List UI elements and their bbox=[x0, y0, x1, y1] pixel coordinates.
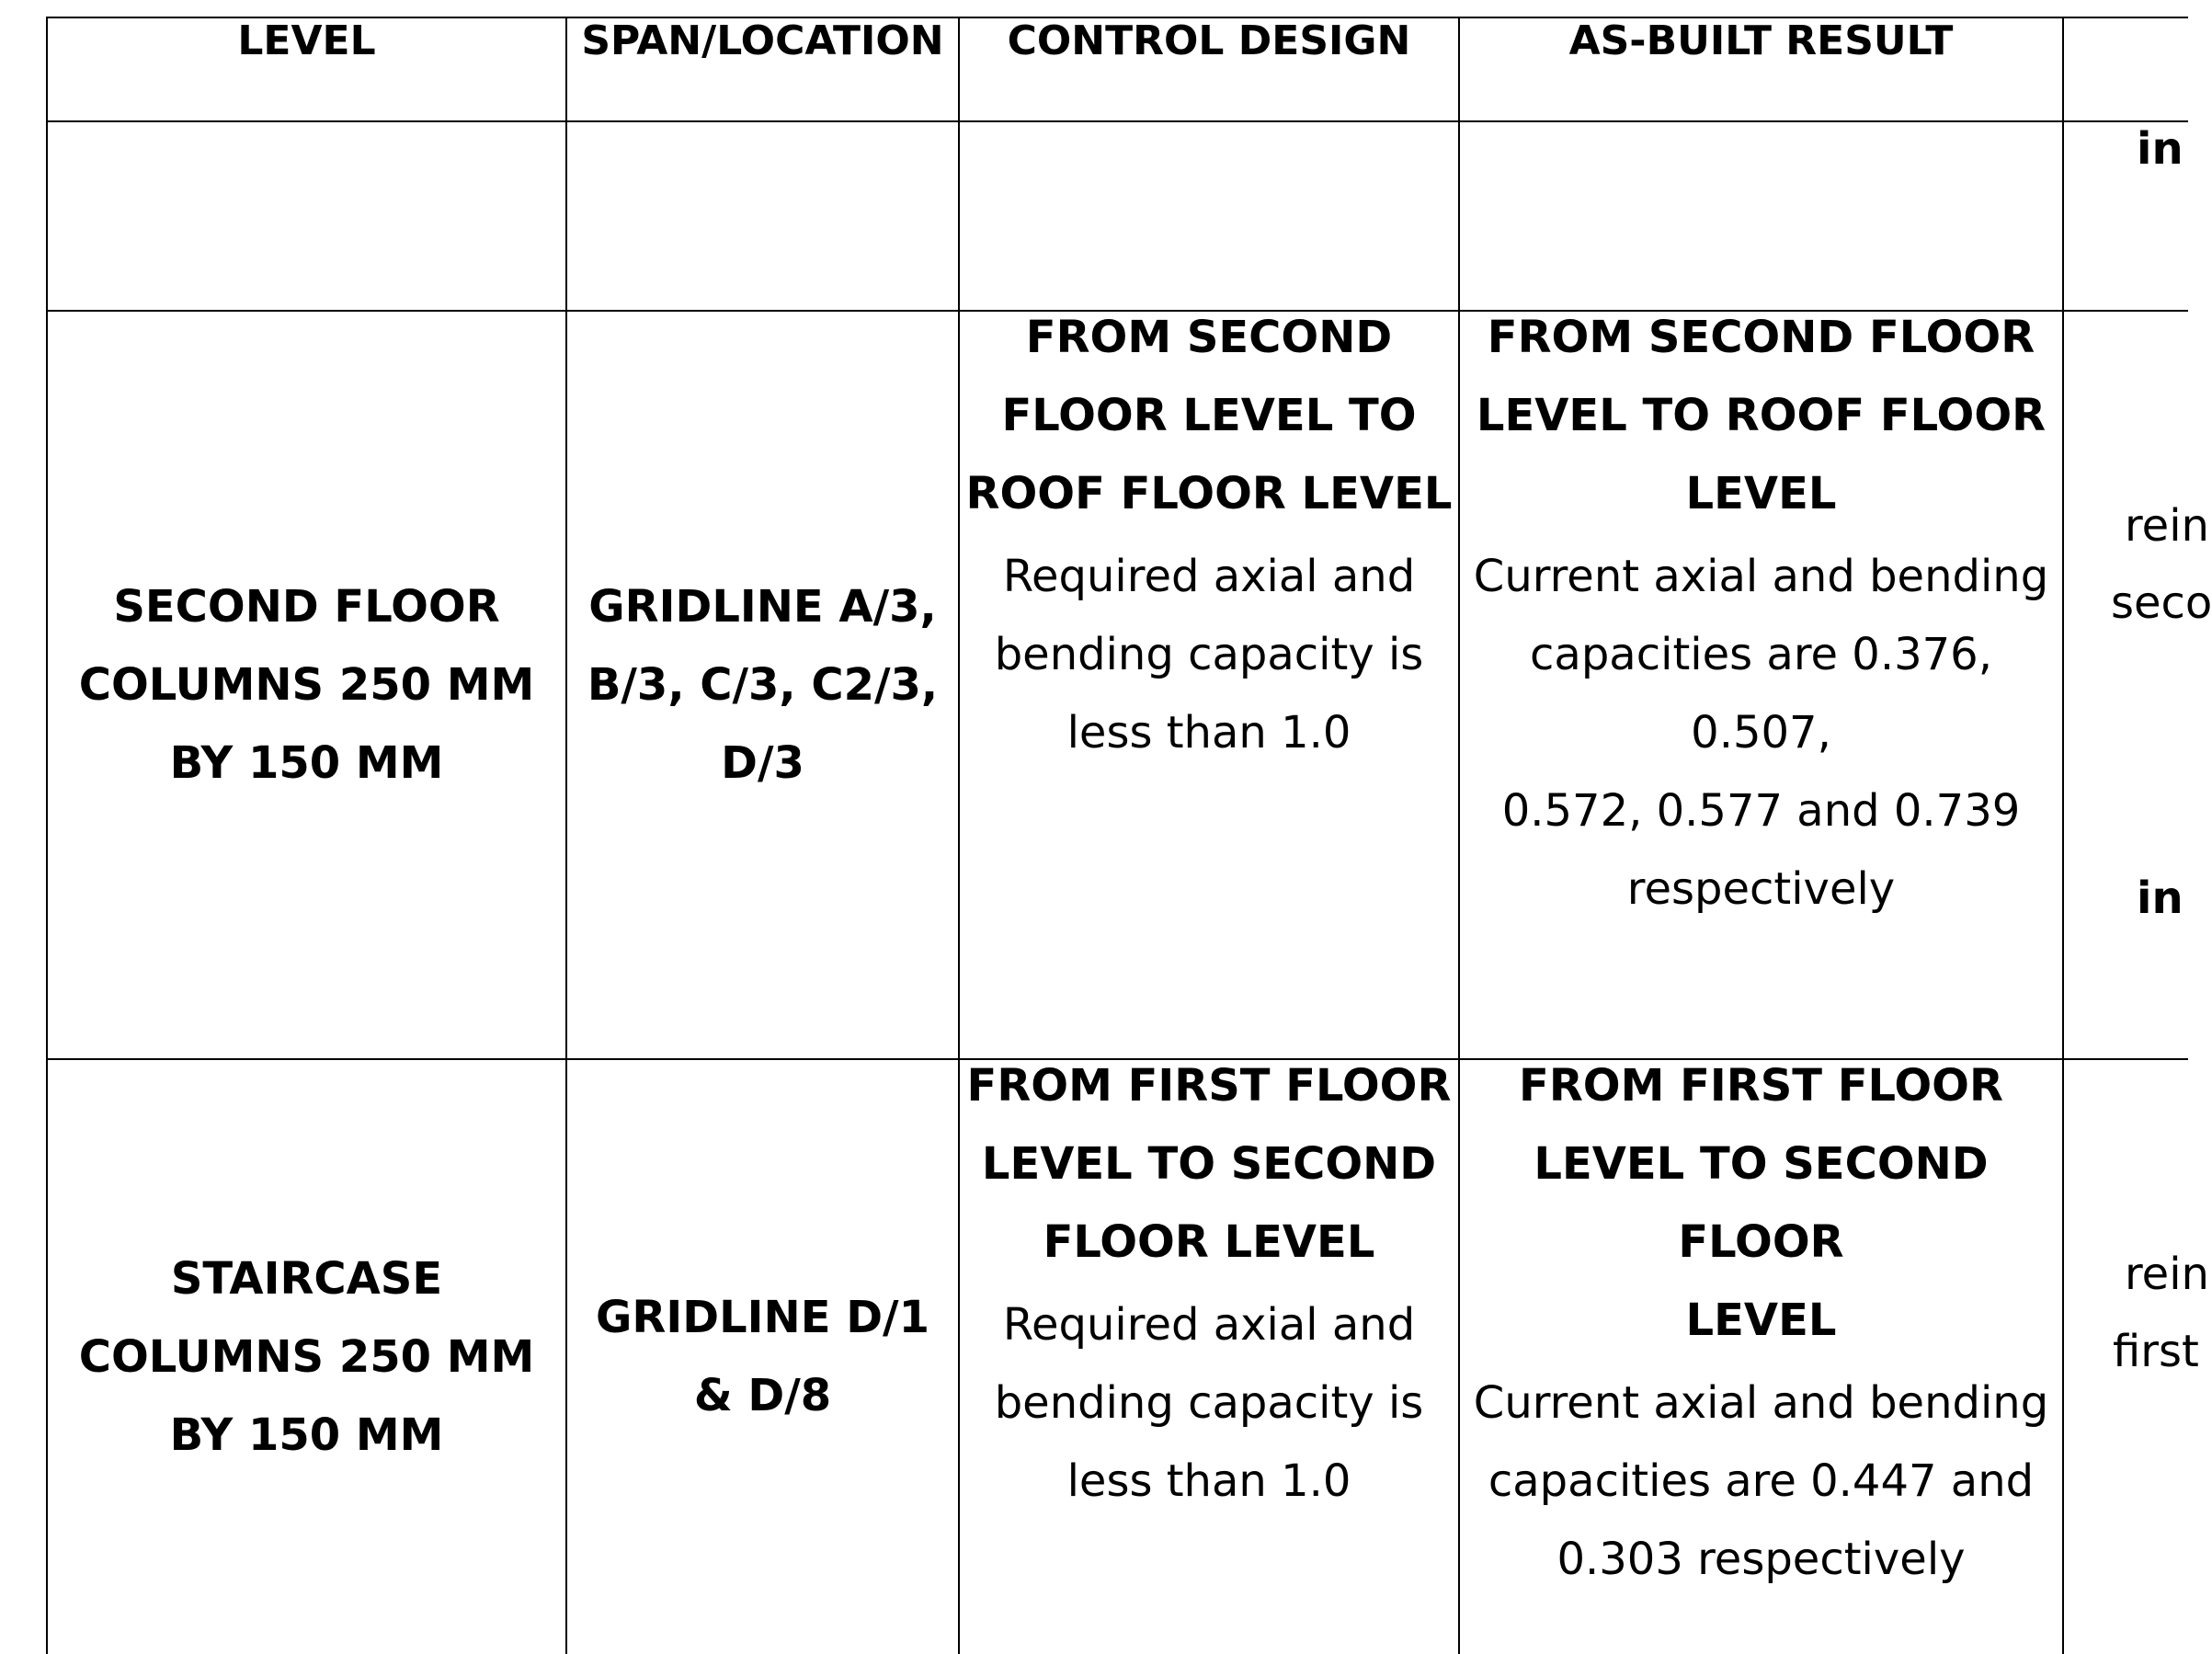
location-line: & D/8 bbox=[693, 1370, 832, 1421]
location-line: GRIDLINE A/3, bbox=[588, 580, 937, 633]
control-text-line: less than 1.0 bbox=[1066, 1455, 1351, 1507]
header-control-design bbox=[960, 18, 1458, 120]
control-design-cell bbox=[960, 1047, 1458, 1654]
header-control-design-text: CONTROL DESIGN bbox=[1007, 17, 1411, 64]
control-heading-line: LEVEL TO SECOND bbox=[981, 1138, 1437, 1190]
header-level bbox=[48, 18, 565, 120]
partial-cell-text: in bbox=[2137, 873, 2183, 924]
control-text-line: Required axial and bbox=[1002, 1299, 1416, 1351]
level-line: BY 150 MM bbox=[169, 736, 444, 789]
control-text-line: less than 1.0 bbox=[1066, 707, 1351, 759]
level-line: STAIRCASE bbox=[170, 1252, 443, 1305]
location-line: B/3, C/3, C2/3, bbox=[587, 658, 939, 711]
control-design-cell bbox=[960, 299, 1458, 1058]
partial-cell-text: rein bbox=[2125, 1249, 2209, 1300]
level-line: BY 150 MM bbox=[169, 1409, 444, 1461]
asbuilt-text-line: 0.572, 0.577 and 0.739 bbox=[1501, 785, 2021, 837]
location-line: D/3 bbox=[721, 736, 804, 789]
column-divider-4 bbox=[2062, 17, 2064, 1654]
control-heading-line: FROM SECOND bbox=[1025, 312, 1393, 363]
level-line: SECOND FLOOR bbox=[113, 580, 500, 633]
level-line: COLUMNS 250 MM bbox=[78, 658, 535, 711]
as-built-cell bbox=[1460, 299, 2062, 1058]
partial-cell-text: rein bbox=[2125, 500, 2209, 552]
asbuilt-text-line: Current axial and bending bbox=[1473, 551, 2049, 602]
asbuilt-text-line: respectively bbox=[1626, 863, 1896, 915]
header-as-built-result bbox=[1460, 18, 2062, 120]
header-span-location bbox=[567, 18, 958, 120]
row-divider-header bbox=[46, 120, 2188, 122]
level-line: COLUMNS 250 MM bbox=[78, 1330, 535, 1383]
partial-cell-text: seco bbox=[2111, 577, 2212, 629]
location-cell bbox=[567, 312, 958, 1058]
asbuilt-heading-line: LEVEL TO SECOND FLOOR bbox=[1534, 1138, 1989, 1268]
control-text-line: bending capacity is bbox=[994, 629, 1424, 680]
control-heading-line: FROM FIRST FLOOR bbox=[966, 1060, 1452, 1112]
location-cell bbox=[567, 1060, 958, 1654]
asbuilt-text-line: capacities are 0.376, 0.507, bbox=[1530, 629, 1992, 759]
control-heading-line: FLOOR LEVEL TO bbox=[1001, 390, 1417, 441]
partial-cell-text: first bbox=[2113, 1326, 2199, 1377]
as-built-cell bbox=[1460, 1047, 2062, 1654]
asbuilt-heading-line: LEVEL bbox=[1685, 468, 1837, 519]
location-line: GRIDLINE D/1 bbox=[596, 1292, 929, 1343]
control-heading-line: FLOOR LEVEL bbox=[1043, 1216, 1375, 1268]
asbuilt-text-line: 0.303 respectively bbox=[1556, 1534, 1966, 1585]
asbuilt-text-line: Current axial and bending bbox=[1473, 1377, 2049, 1429]
header-level-text: LEVEL bbox=[237, 17, 376, 64]
header-span-location-text: SPAN/LOCATION bbox=[581, 17, 944, 64]
partial-cell-text: in bbox=[2137, 123, 2183, 175]
asbuilt-text-line: capacities are 0.447 and bbox=[1488, 1455, 2035, 1507]
level-cell bbox=[48, 1060, 565, 1654]
control-heading-line: ROOF FLOOR LEVEL bbox=[965, 468, 1453, 519]
asbuilt-heading-line: FROM FIRST FLOOR bbox=[1519, 1060, 2003, 1112]
control-text-line: Required axial and bbox=[1002, 551, 1416, 602]
control-text-line: bending capacity is bbox=[994, 1377, 1424, 1429]
header-as-built-result-text: AS-BUILT RESULT bbox=[1568, 17, 1954, 64]
level-cell bbox=[48, 312, 565, 1058]
asbuilt-heading-line: LEVEL TO ROOF FLOOR bbox=[1476, 390, 2047, 441]
asbuilt-heading-line: FROM SECOND FLOOR bbox=[1487, 312, 2035, 363]
asbuilt-heading-line: LEVEL bbox=[1685, 1295, 1837, 1346]
